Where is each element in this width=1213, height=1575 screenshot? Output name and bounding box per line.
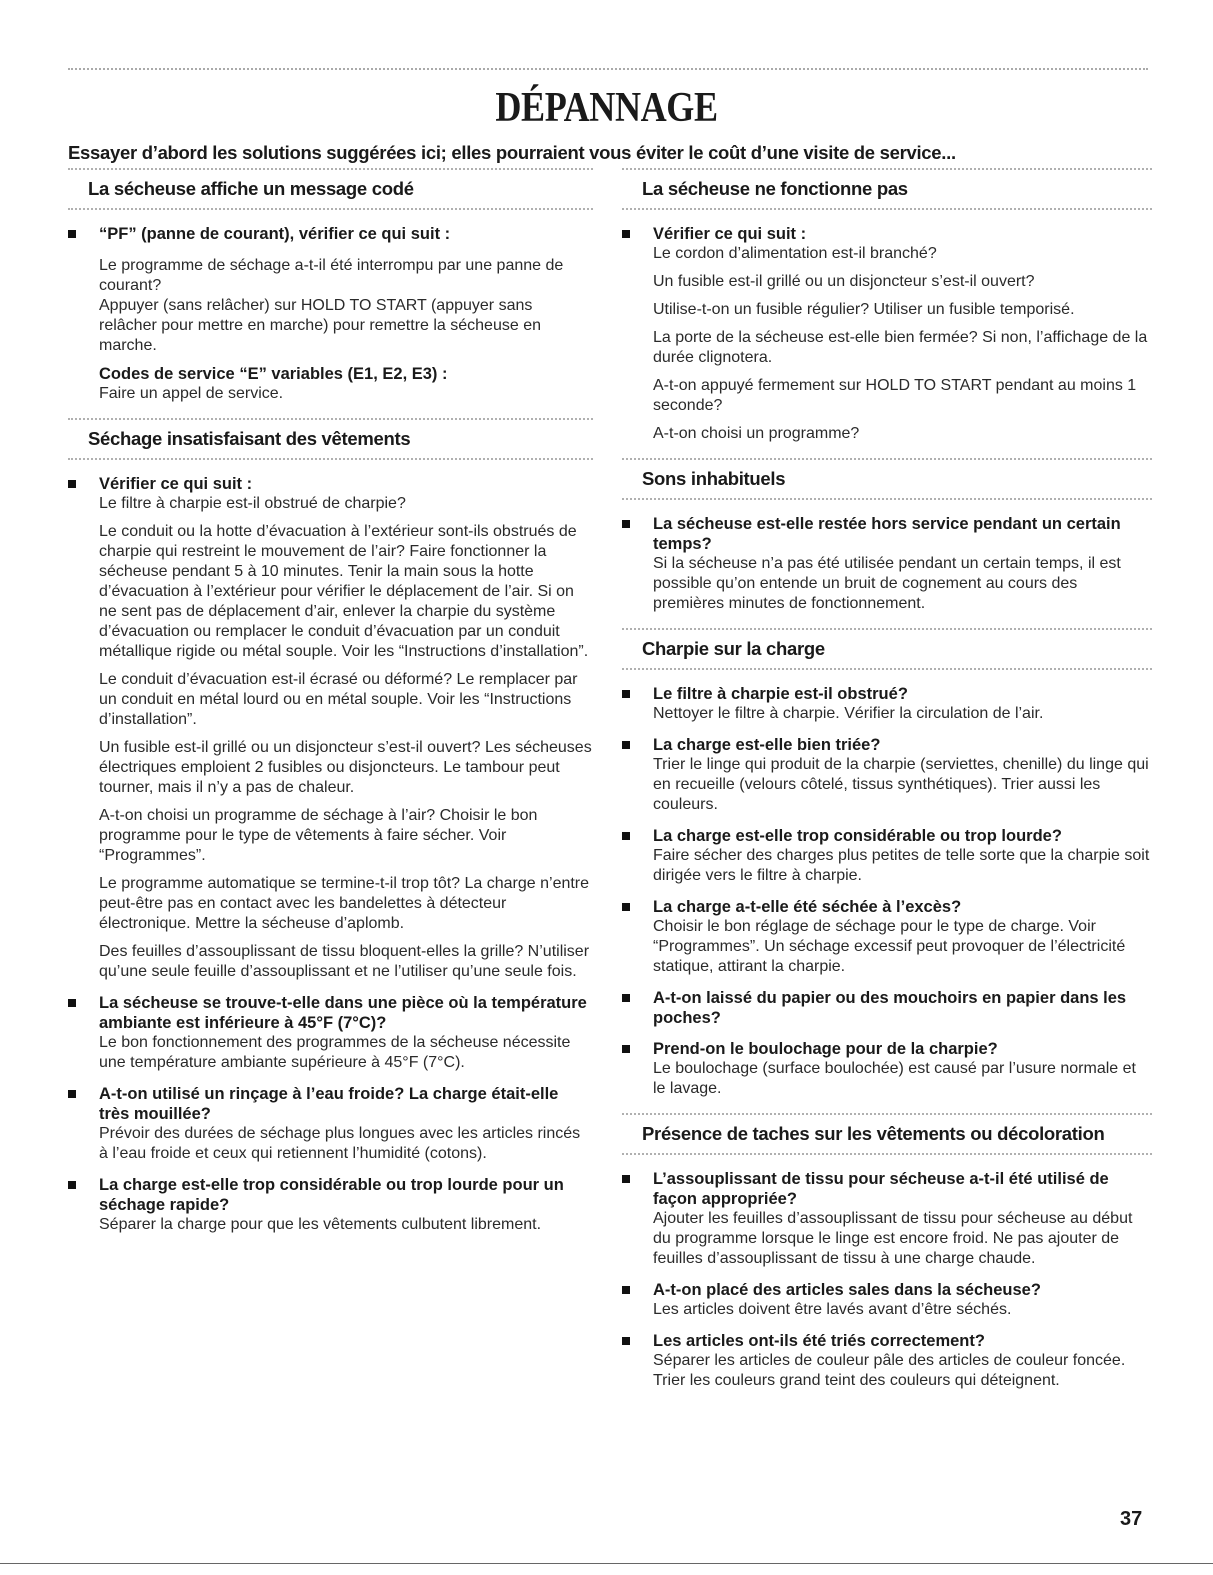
item-text: Le programme de séchage a-t-il été interrompu par une panne de courant? [99, 257, 564, 294]
item-text: Des feuilles d’assouplissant de tissu bloquent-elles la grille? N’utiliser qu’une seule feuille d’assouplissant et ne l’utiliser qu’une seule fois. [99, 943, 590, 980]
bullet-icon [622, 1175, 630, 1183]
item-question: A-t-on placé des articles sales dans la sécheuse? [653, 1281, 1041, 1299]
item-question: Le filtre à charpie est-il obstrué? [653, 685, 908, 703]
page-title: DÉPANNAGE [495, 85, 718, 131]
item-text: Séparer les articles de couleur pâle des articles de couleur foncée. Trier les couleurs grand teint des couleurs qui déteignent. [653, 1352, 1126, 1389]
section-poor-drying [68, 416, 593, 1235]
section-heading: Séchage insatisfaisant des vêtements [68, 416, 593, 460]
item-text: Prévoir des durées de séchage plus longues avec les articles rincés à l’eau froide et ceux qui retiennent l’humidité (cotons). [99, 1125, 581, 1162]
item-question: La charge a-t-elle été séchée à l’excès? [653, 898, 962, 916]
bottom-rule [0, 1563, 1213, 1564]
item-text: Le conduit d’évacuation est-il écrasé ou déformé? Le remplacer par un conduit en métal lourd ou en métal souple. Voir les “Instructions d’installation”. [99, 671, 578, 728]
section-stains-discoloration [622, 1111, 1152, 1391]
item-text: Trier le linge qui produit de la charpie (serviettes, chenille) du linge qui en recueille (velours côtelé, tissus synthétiques). Trier aussi les couleurs. [653, 756, 1149, 813]
item-question: Les articles ont-ils été triés correctement? [653, 1332, 985, 1350]
bullet-icon [622, 903, 630, 911]
bullet-icon [622, 1045, 630, 1053]
section-unusual-sounds [622, 456, 1152, 614]
item-text: Séparer la charge pour que les vêtements culbutent librement. [99, 1216, 542, 1233]
bullet-icon [622, 230, 630, 238]
item-question: “PF” (panne de courant), vérifier ce qui suit : [99, 225, 451, 243]
section-dryer-not-running [622, 166, 1152, 444]
item-question: La sécheuse se trouve-t-elle dans une pièce où la température ambiante est inférieure à 45°F (7°C)? [99, 994, 587, 1032]
item-text: Utilise-t-on un fusible régulier? Utiliser un fusible temporisé. [653, 301, 1075, 318]
item-text: Si la sécheuse n’a pas été utilisée pendant un certain temps, il est possible qu’on entende un bruit de cognement au cours des premières minutes de fonctionnement. [653, 555, 1121, 612]
item-text: A-t-on choisi un programme? [653, 425, 860, 442]
item-question: Prend-on le boulochage pour de la charpie? [653, 1040, 998, 1058]
bullet-icon [622, 1286, 630, 1294]
item-question: A-t-on utilisé un rinçage à l’eau froide? La charge était-elle très mouillée? [99, 1085, 559, 1123]
item-text: Faire un appel de service. [99, 385, 284, 402]
list-item [622, 897, 1152, 977]
item-text: Le boulochage (surface boulochée) est causé par l’usure normale et le lavage. [653, 1060, 1136, 1097]
item-text: A-t-on appuyé fermement sur HOLD TO START pendant au moins 1 seconde? [653, 377, 1137, 414]
bullet-icon [68, 1181, 76, 1189]
item-question: La charge est-elle trop considérable ou trop lourde pour un séchage rapide? [99, 1176, 564, 1214]
list-item [622, 1039, 1152, 1099]
item-question: La sécheuse est-elle restée hors service pendant un certain temps? [653, 515, 1121, 553]
bullet-icon [622, 994, 630, 1002]
item-question: Vérifier ce qui suit : [653, 225, 807, 243]
section-heading: Charpie sur la charge [622, 626, 1152, 670]
bullet-icon [68, 230, 76, 238]
list-item [622, 1169, 1152, 1269]
list-item [68, 474, 593, 982]
list-item [622, 735, 1152, 815]
right-column [622, 166, 1152, 1403]
item-text: Ajouter les feuilles d’assouplissant de tissu pour sécheuse au début du programme lorsque le linge est encore froid. Ne pas ajouter de feuilles d’assouplissant de tissu à une charge chaude. [653, 1210, 1133, 1267]
section-heading: La sécheuse affiche un message codé [68, 166, 593, 210]
item-text: Un fusible est-il grillé ou un disjoncteur s’est-il ouvert? Les sécheuses électriques emploient 2 fusibles ou disjoncteurs. Le tambour peut tourner, mais il n’y a pas de chaleur. [99, 739, 592, 796]
bullet-icon [622, 832, 630, 840]
item-text: Le conduit ou la hotte d’évacuation à l’extérieur sont-ils obstrués de charpie qui restreint le mouvement de l’air? Faire fonctionner la sécheuse pendant 5 à 10 minutes. Tenir la main sous la hotte d’évacuation à l’extérieur pour vérifier le déplacement de l’air. Si on ne sent pas de déplacement d’air, enlever la charpie du système d’évacuation ou remplacer le conduit d’évacuation par un conduit métallique rigide ou métal souple. Voir les “Instructions d’installation”. [99, 523, 589, 660]
list-item [622, 1280, 1152, 1320]
section-heading: Présence de taches sur les vêtements ou décoloration [622, 1111, 1152, 1155]
item-text: Choisir le bon réglage de séchage pour le type de charge. Voir “Programmes”. Un séchage excessif peut provoquer de l’électricité statique, attirant la charpie. [653, 918, 1126, 975]
section-heading: La sécheuse ne fonctionne pas [622, 166, 1152, 210]
item-text: La porte de la sécheuse est-elle bien fermée? Si non, l’affichage de la durée clignotera. [653, 329, 1148, 366]
item-text: A-t-on choisi un programme de séchage à l’air? Choisir le bon programme pour le type de vêtements à faire sécher. Voir “Programmes”. [99, 807, 538, 864]
bullet-icon [622, 741, 630, 749]
item-text: Nettoyer le filtre à charpie. Vérifier la circulation de l’air. [653, 705, 1044, 722]
section-heading: Sons inhabituels [622, 456, 1152, 500]
item-text: Les articles doivent être lavés avant d’être séchés. [653, 1301, 1012, 1318]
item-text: Le programme automatique se termine-t-il trop tôt? La charge n’entre peut-être pas en contact avec les bandelettes à détecteur électronique. Mettre la sécheuse d’aplomb. [99, 875, 590, 932]
item-text: Le bon fonctionnement des programmes de la sécheuse nécessite une température ambiante supérieure à 45°F (7°C). [99, 1034, 571, 1071]
list-item [622, 514, 1152, 614]
item-question: La charge est-elle trop considérable ou trop lourde? [653, 827, 1062, 845]
list-item [622, 826, 1152, 886]
list-item [622, 1331, 1152, 1391]
bullet-icon [622, 1337, 630, 1345]
list-item [622, 988, 1152, 1028]
item-question: A-t-on laissé du papier ou des mouchoirs en papier dans les poches? [653, 989, 1127, 1027]
item-question: Vérifier ce qui suit : [99, 475, 253, 493]
bullet-icon [622, 520, 630, 528]
bullet-icon [68, 999, 76, 1007]
list-item [68, 224, 593, 404]
intro-text: Essayer d’abord les solutions suggérées ici; elles pourraient vous éviter le coût d’une visite de service... [68, 142, 956, 163]
bullet-icon [622, 690, 630, 698]
top-dotted-rule [68, 68, 1148, 73]
section-coded-message [68, 166, 593, 404]
item-subheading: Codes de service “E” variables (E1, E2, E3) : [99, 365, 448, 383]
list-item [68, 1175, 593, 1235]
list-item [622, 684, 1152, 724]
item-text: Le filtre à charpie est-il obstrué de charpie? [99, 495, 406, 512]
list-item [68, 1084, 593, 1164]
list-item [68, 993, 593, 1073]
list-item [622, 224, 1152, 444]
bullet-icon [68, 480, 76, 488]
page-number: 37 [1120, 1508, 1143, 1530]
item-text: Appuyer (sans relâcher) sur HOLD TO START (appuyer sans relâcher pour mettre en marche) pour remettre la sécheuse en marche. [99, 297, 541, 354]
item-question: L’assouplissant de tissu pour sécheuse a-t-il été utilisé de façon appropriée? [653, 1170, 1109, 1208]
item-question: La charge est-elle bien triée? [653, 736, 881, 754]
left-column [68, 166, 593, 1247]
bullet-icon [68, 1090, 76, 1098]
item-text: Faire sécher des charges plus petites de telle sorte que la charpie soit dirigée vers le filtre à charpie. [653, 847, 1150, 884]
item-text: Le cordon d’alimentation est-il branché? [653, 245, 937, 262]
section-lint-on-load [622, 626, 1152, 1099]
item-text: Un fusible est-il grillé ou un disjoncteur s’est-il ouvert? [653, 273, 1035, 290]
